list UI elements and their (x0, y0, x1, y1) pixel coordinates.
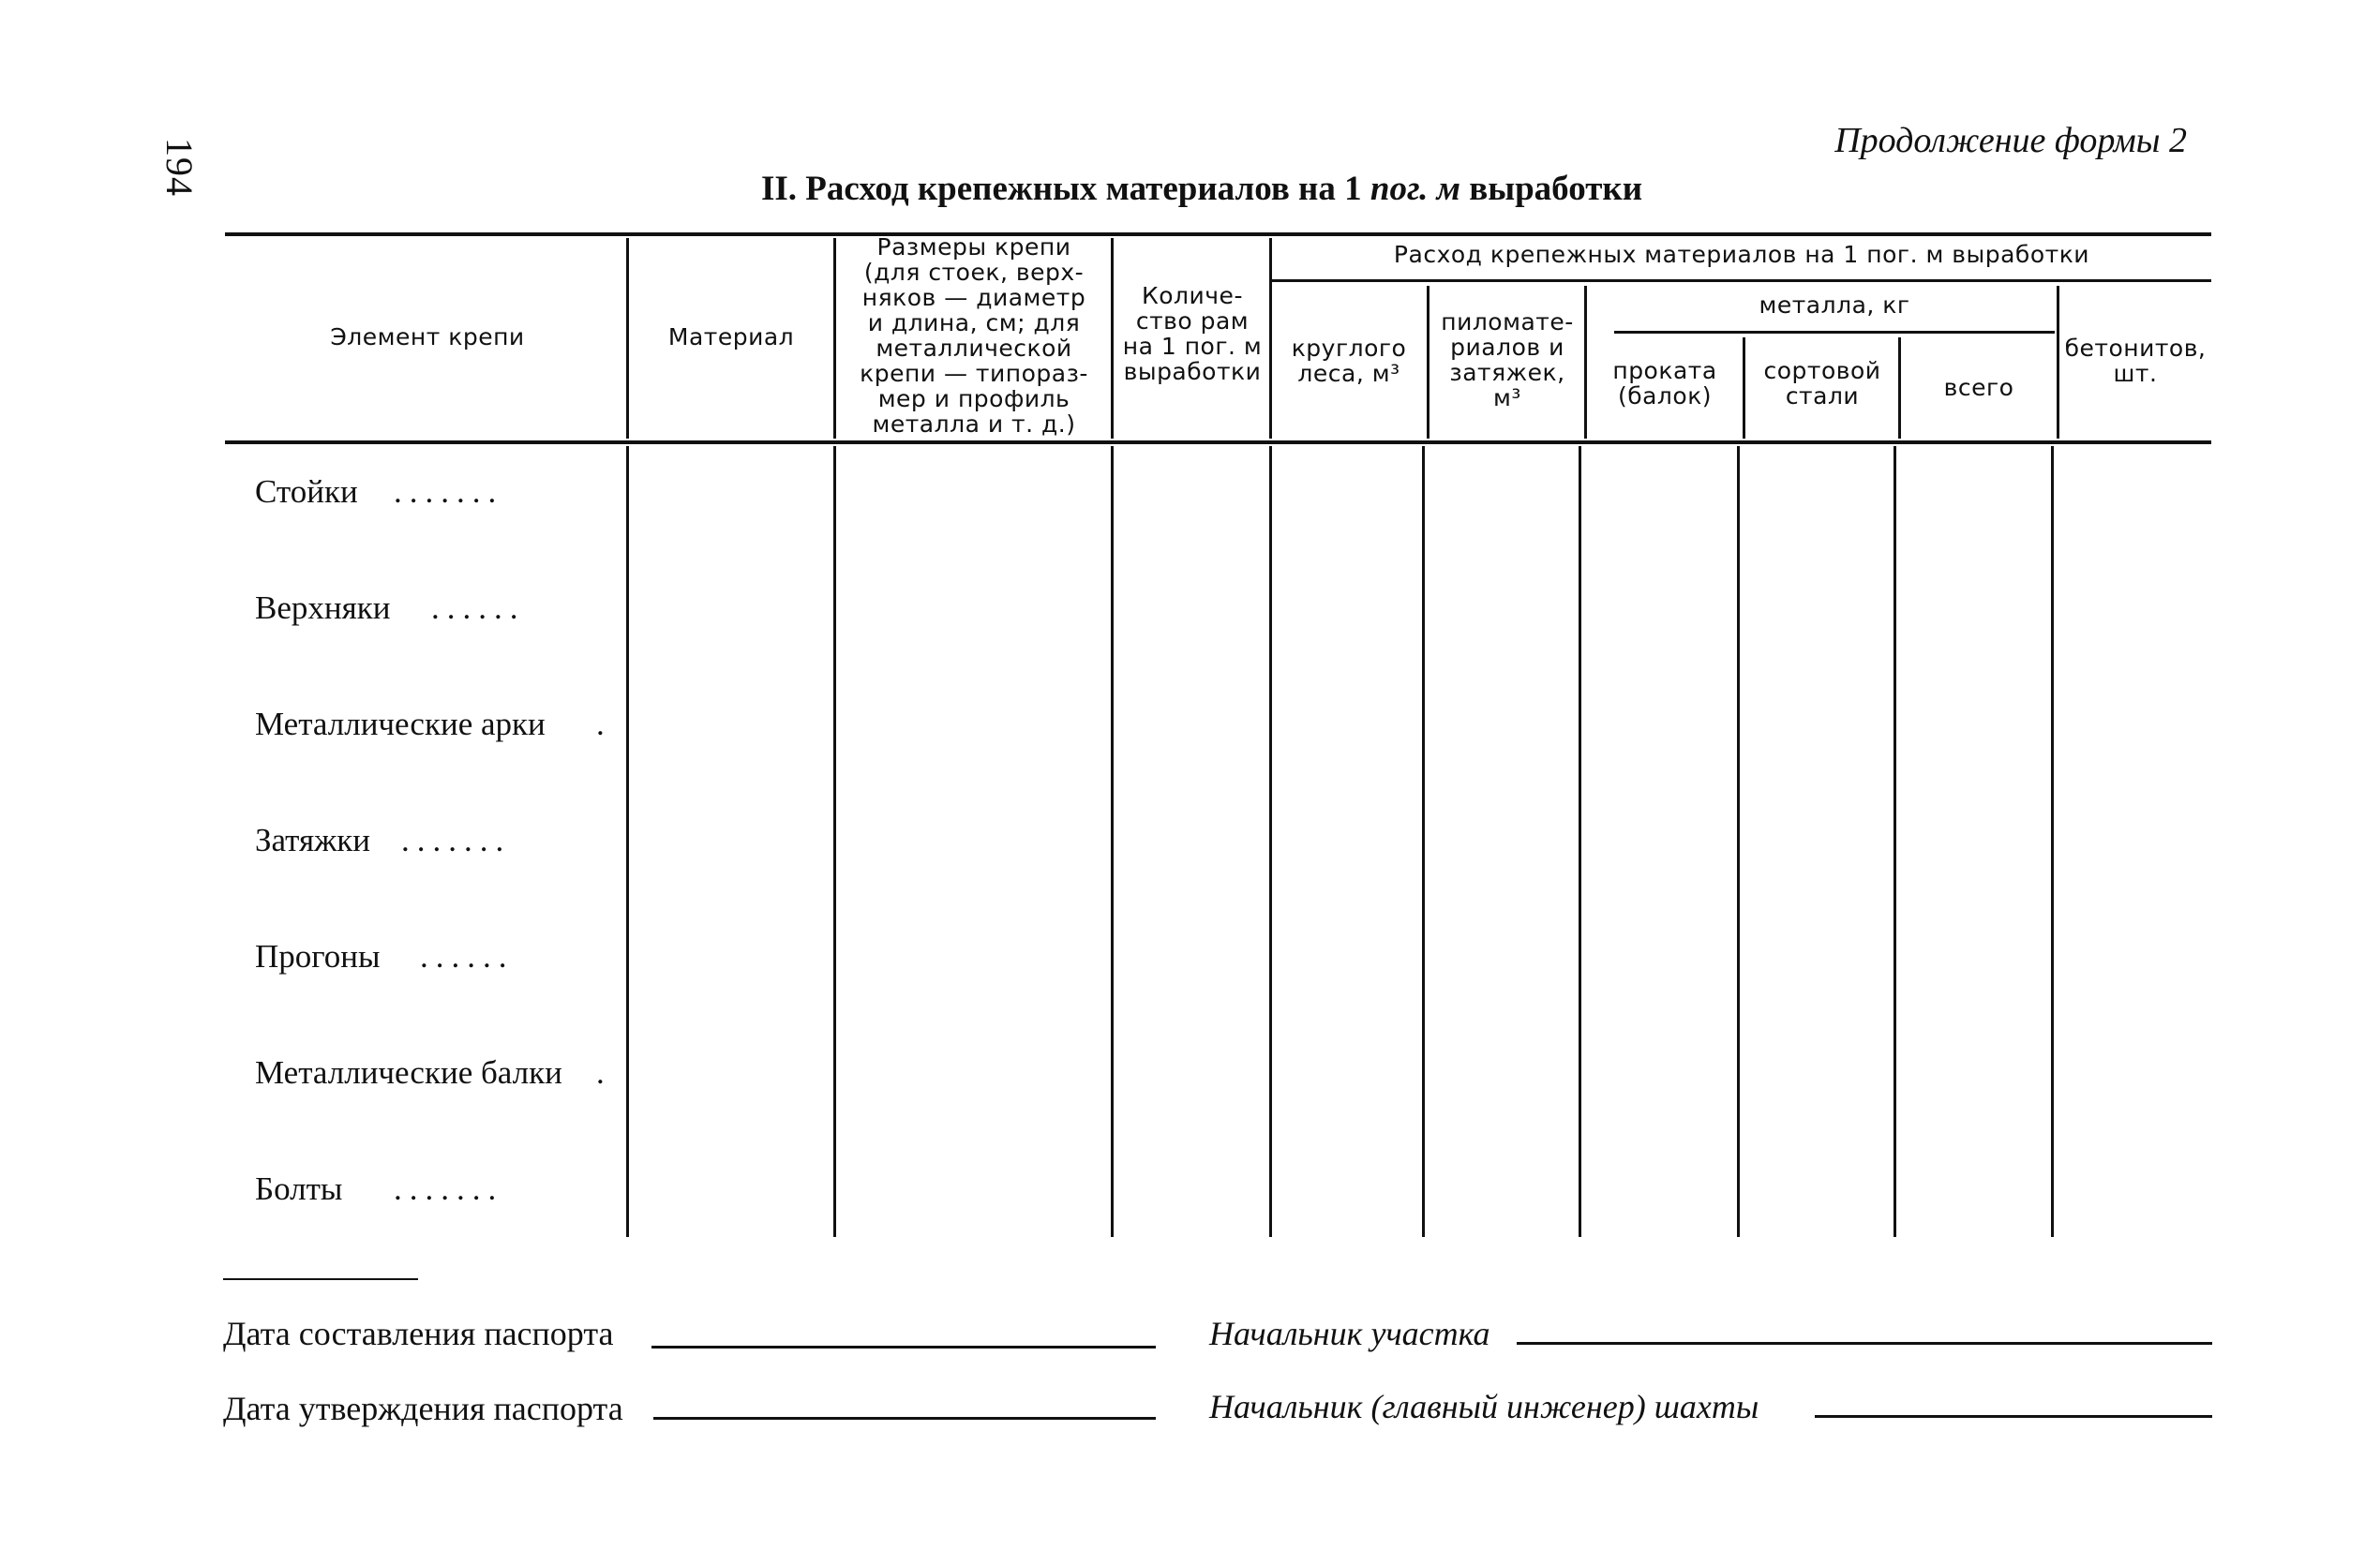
mine-chief-label: Начальник (главный инженер) шахты (1209, 1388, 1759, 1425)
col-divider-7 (1743, 337, 1745, 439)
body-divider-8 (1894, 446, 1896, 1237)
row-dots-progony: ...... (420, 938, 515, 975)
row-dots-stoyki: ....... (394, 473, 504, 510)
row-label-stoyki: Стойки (255, 473, 358, 510)
col-divider-4 (1269, 238, 1272, 439)
body-divider-1 (626, 446, 629, 1237)
body-divider-4 (1269, 446, 1272, 1237)
body-divider-9 (2051, 446, 2054, 1237)
header-bottom-rule (225, 440, 2211, 444)
row-dots-metal-beams: . (596, 1054, 612, 1091)
continuation-note: Продолжение формы 2 (1834, 121, 2187, 160)
header-section-steel: сортовой стали (1763, 357, 1881, 410)
header-concrete: бетонитов, шт. (2064, 335, 2207, 387)
mine-chief-line[interactable] (1815, 1415, 2212, 1418)
row-dots-metal-arches: . (596, 706, 612, 742)
page-number: 194 (158, 138, 201, 197)
table-top-rule (225, 232, 2211, 236)
col-divider-8 (1898, 337, 1901, 439)
body-divider-5 (1422, 446, 1425, 1237)
row-dots-zatyazhki: ....... (401, 822, 512, 858)
row-label-verkhnyaki: Верхняки (255, 589, 391, 626)
title-prefix: II. Расход крепежных материалов на 1 (761, 170, 1370, 208)
header-metal-group: металла, кг (1759, 291, 1910, 319)
metal-group-rule (1614, 331, 2055, 334)
header-rolled: проката (балок) (1612, 357, 1717, 410)
row-dots-verkhnyaki: ...... (431, 589, 526, 626)
row-label-zatyazhki: Затяжки (255, 822, 371, 858)
header-frames: Количе- ство рам на 1 пог. м выработки (1122, 282, 1263, 385)
group-header-rule (1272, 279, 2211, 282)
header-consumption-group: Расход крепежных материалов на 1 пог. м выработки (1393, 241, 2090, 268)
section-title (761, 169, 1642, 209)
row-dots-bolty: ....... (394, 1170, 504, 1207)
header-sizes (839, 234, 1109, 437)
footnote-rule (223, 1278, 418, 1280)
col-divider-1 (626, 238, 629, 439)
header-sawn-timber: пиломате- риалов и затяжек, м³ (1441, 308, 1574, 411)
header-total: всего (1943, 374, 2014, 401)
date-compiled-label: Дата составления паспорта (223, 1315, 614, 1352)
col-divider-3 (1111, 238, 1114, 439)
row-label-metal-arches: Металлические арки (255, 706, 546, 742)
header-round-timber: круглого леса, м³ (1291, 335, 1407, 387)
row-label-progony: Прогоны (255, 938, 381, 975)
section-chief-label: Начальник участка (1209, 1315, 1490, 1352)
body-divider-6 (1579, 446, 1581, 1237)
col-divider-5 (1427, 286, 1429, 439)
body-divider-2 (833, 446, 836, 1237)
title-suffix: выработки (1459, 170, 1643, 208)
date-approved-label: Дата утверждения паспорта (223, 1390, 623, 1427)
row-label-metal-beams: Металлические балки (255, 1054, 562, 1091)
date-approved-line[interactable] (653, 1417, 1156, 1420)
col-divider-6 (1584, 286, 1587, 439)
header-material: Материал (667, 323, 795, 350)
row-label-bolty: Болты (255, 1170, 343, 1207)
header-element: Элемент крепи (330, 323, 525, 350)
col-divider-9 (2057, 286, 2059, 439)
body-divider-7 (1737, 446, 1740, 1237)
header-sizes-text: Размеры крепи (для стоек, верх- няков — диаметр и длина, см; для металлической крепи — типораз- мер и профиль металла и т. д.) (860, 233, 1088, 438)
body-divider-3 (1111, 446, 1114, 1237)
col-divider-2 (833, 238, 836, 439)
title-unit: пог. м (1370, 170, 1460, 208)
section-chief-line[interactable] (1517, 1342, 2212, 1345)
date-compiled-line[interactable] (651, 1346, 1156, 1349)
